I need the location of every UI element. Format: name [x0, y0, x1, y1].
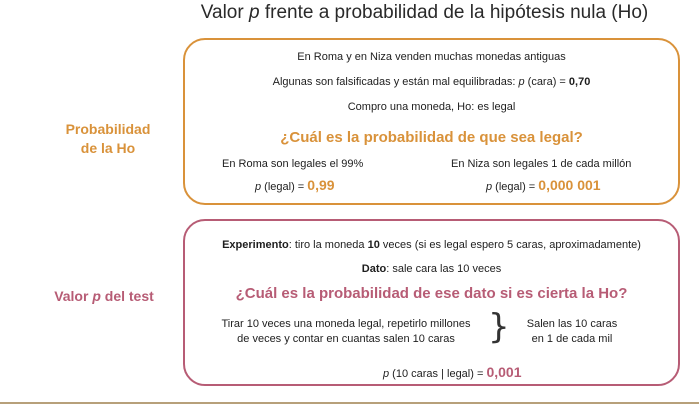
p-value: 0,001: [486, 364, 522, 380]
prob-line-3: Compro una moneda, Ho: es legal: [347, 101, 516, 113]
simulation-result-text: Salen las 10 caras en 1 de cada mil: [526, 318, 618, 345]
simulation-text: Tirar 10 veces una moneda legal, repetirlo millones de veces y contar en cuantas salen 10 caras: [221, 318, 471, 345]
right-brace: }: [488, 307, 510, 347]
page-title: Valor p frente a probabilidad de la hipótesis nula (Ho): [200, 2, 649, 23]
roma-value: 0,99: [307, 177, 335, 193]
niza-value: 0,000 001: [538, 177, 601, 193]
roma-text: En Roma son legales el 99%: [222, 158, 364, 170]
test-result: p (10 caras | legal) = 0,001: [383, 364, 522, 380]
niza-result: p (legal) = 0,000 001: [486, 177, 601, 193]
test-question: ¿Cuál es la probabilidad de ese dato si es cierta la Ho?: [235, 285, 628, 302]
experiment-line: Experimento: tiro la moneda 10 veces (si es legal espero 5 caras, aproximadamente): [222, 239, 641, 251]
prob-section-label: Probabilidad de la Ho: [65, 121, 151, 156]
test-section-label: Valor p del test: [54, 288, 154, 304]
niza-text: En Niza son legales 1 de cada millón: [451, 158, 632, 170]
prob-line-2: Algunas son falsificadas y están mal equilibradas: p (cara) = 0,70: [272, 76, 591, 88]
dato-line: Dato: sale cara las 10 veces: [361, 263, 502, 275]
prob-line-1: En Roma y en Niza venden muchas monedas antiguas: [297, 51, 566, 63]
prob-question: ¿Cuál es la probabilidad de que sea legal?: [280, 129, 583, 146]
roma-result: p (legal) = 0,99: [255, 177, 335, 193]
bottom-rule: [0, 402, 699, 404]
